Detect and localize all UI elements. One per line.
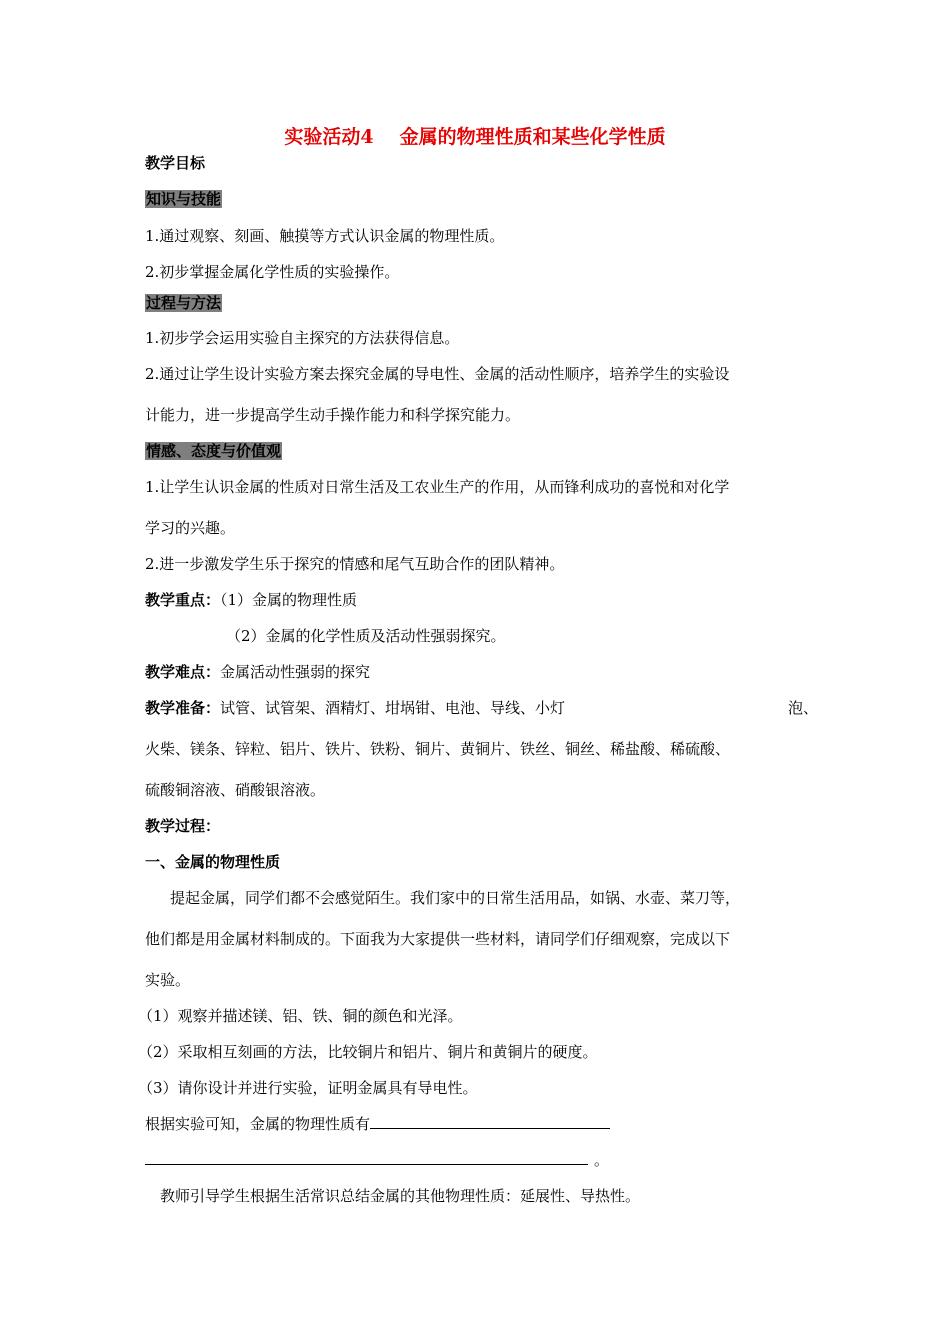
process-heading-line [145,293,222,313]
answer-blank-1[interactable] [370,1114,610,1129]
conclusion-line-2 [145,1150,609,1170]
knowledge-item-1: 1.通过观察、刻画、触摸等方式认识金属的物理性质。 [145,227,505,245]
teacher-note: 教师引导学生根据生活常识总结金属的其他物理性质：延展性、导热性。 [160,1187,641,1205]
key-point-2: （2）金属的化学性质及活动性强弱探究。 [226,627,506,645]
step-1: （1）观察并描述镁、铝、铁、铜的颜色和光泽。 [138,1007,463,1025]
knowledge-item-2: 2.初步掌握金属化学性质的实验操作。 [145,263,400,281]
document-title [0,124,950,150]
difficulty-label: 教学难点： [145,663,221,681]
emotion-heading-line [145,441,282,461]
knowledge-heading-line [145,189,222,209]
preparation-line-2: 火柴、镁条、锌粒、铝片、铁片、铁粉、铜片、黄铜片、铁丝、铜丝、稀盐酸、稀硫酸、 [145,740,731,758]
emotion-item-1: 1.让学生认识金属的性质对日常生活及工农业生产的作用，从而锋利成功的喜悦和对化学 [145,478,730,496]
conclusion-line [145,1114,610,1134]
key-points-label: 教学重点： [145,591,221,609]
step-2: （2）采取相互刻画的方法，比较铜片和铝片、铜片和黄铜片的硬度。 [138,1043,598,1061]
conclusion-end: 。 [594,1151,610,1169]
goals-heading: 教学目标 [145,154,206,172]
process-method-heading: 过程与方法 [146,294,222,312]
section-1-para-line-3: 实验。 [145,971,191,989]
key-point-1: （1）金属的物理性质 [220,591,358,609]
section-1-para-line-1: 提起金属，同学们都不会感觉陌生。我们家中的日常生活用品，如锅、水壶、菜刀等， [170,889,741,907]
section-1-para-line-2: 他们都是用金属材料制成的。下面我为大家提供一些材料，请同学们仔细观察，完成以下 [145,930,731,948]
process-section-heading: 教学过程： [145,817,221,835]
difficulty-text: 金属活动性强弱的探究 [220,663,371,681]
conclusion-prefix: 根据实验可知，金属的物理性质有 [145,1115,371,1133]
preparation-text-1: 试管、试管架、酒精灯、坩埚钳、电池、导线、小灯 [220,699,566,717]
emotion-heading: 情感、态度与价值观 [146,442,282,460]
key-points-line [145,590,357,610]
section-1-heading: 一、金属的物理性质 [145,853,281,871]
answer-blank-2[interactable] [145,1150,588,1165]
preparation-line-1 [145,698,565,718]
emotion-item-2: 2.进一步激发学生乐于探究的情感和尾气互助合作的团队精神。 [145,555,565,573]
emotion-item-1-cont: 学习的兴趣。 [145,519,236,537]
process-item-2: 2.通过让学生设计实验方案去探究金属的导电性、金属的活动性顺序，培养学生的实验设 [145,365,730,383]
difficulty-line [145,662,370,682]
knowledge-heading: 知识与技能 [146,190,222,208]
title-part1: 实验活动4 [284,126,374,148]
step-3: （3）请你设计并进行实验，证明金属具有导电性。 [138,1079,478,1097]
process-item-1: 1.初步学会运用实验自主探究的方法获得信息。 [145,329,460,347]
title-part2: 金属的物理性质和某些化学性质 [399,126,666,148]
process-item-2-cont: 计能力，进一步提高学生动手操作能力和科学探究能力。 [145,406,521,424]
preparation-line-1-end: 泡、 [788,699,819,717]
preparation-label: 教学准备： [145,699,221,717]
preparation-line-3: 硫酸铜溶液、硝酸银溶液。 [145,781,326,799]
